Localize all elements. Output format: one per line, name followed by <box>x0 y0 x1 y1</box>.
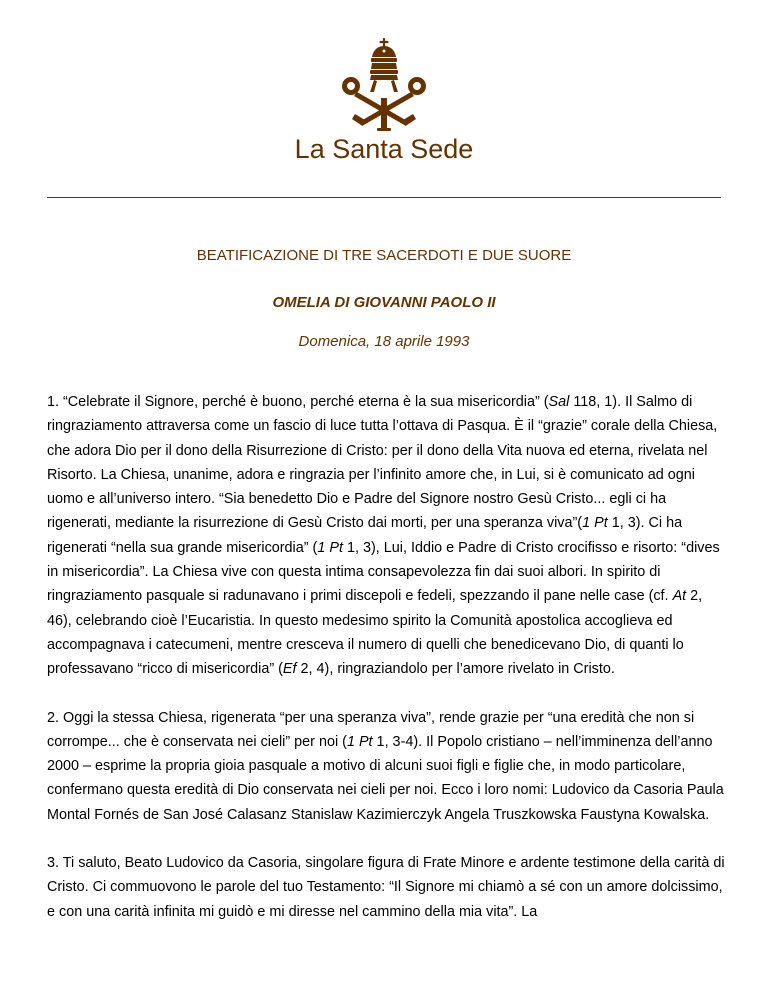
scripture-reference: Sal <box>548 394 570 410</box>
scripture-reference: 1 Pt <box>346 733 373 750</box>
site-title[interactable]: La Santa Sede <box>294 134 474 164</box>
homily-title: OMELIA DI GIOVANNI PAOLO II <box>272 294 496 311</box>
event-title: BEATIFICAZIONE DI TRE SACERDOTI E DUE SUORE <box>196 247 572 264</box>
paragraph-3: 3. Ti saluto, Beato Ludovico da Casoria, singolare figura di Frate Minore e ardente testimone della carità di Cristo. Ci commuovono le parole del tuo Testamento: “Il Signore mi chiamò a sé con un amore dolcissimo, e con una carità infinita mi guidò e mi diresse nel cammino della mia vita”. La <box>47 855 725 920</box>
scripture-reference: 1 Pt <box>582 515 608 532</box>
homily-date: Domenica, 18 aprile 1993 <box>298 333 470 350</box>
scripture-reference: At <box>672 588 687 605</box>
header-divider <box>47 197 721 198</box>
scripture-reference: 1 Pt <box>317 539 343 556</box>
paragraph-1: 1. “Celebrate il Signore, perché è buono, perché eterna è la sua misericordia” (Sal 118, 1). Il Salmo di ringraziamento attraversa come un fascio di luce tutta l’ottava di Pasqua. È il “grazie” corale della Chiesa, che adora Dio per il dono della Risurrezione di Cristo: per il dono della Vita nuova ed eterna, rivelata nel Risorto. La Chiesa, unanime, adora e ringrazia per l’infinito amore che, in Lui, si è comunicato ad ogni uomo e all’universo intero. “Sia benedetto Dio e Padre del Signore nostro Gesù Cristo... egli ci ha rigenerati, mediante la risurrezione di Gesù Cristo dai morti, per una speranza viva”(1 Pt 1, 3). Ci ha rigenerati “nella sua grande misericordia” (1 Pt 1, 3), Lui, Iddio e Padre di Cristo crocifisso e risorto: “dives in misericordia”. La Chiesa vive con questa intima consapevolezza fin dai suoi albori. In spirito di ringraziamento pasquale si radunavano i primi discepoli e fedeli, spezzando il pane nelle case (cf. At 2, 46), celebrando cioè l’Eucaristia. In questo medesimo spirito la Comunità apostolica accoglieva ed accompagnava i catecumeni, mentre cresceva il numero di quelli che benedicevano Dio, di quanti lo professavano “ricco di misericordia” (Ef 2, 4), ringraziandolo per l’amore rivelato in Cristo. <box>47 394 720 678</box>
papal-coat-of-arms-icon <box>337 38 431 134</box>
homily-body <box>47 390 727 948</box>
scripture-reference: Ef <box>282 661 297 678</box>
paragraph-2: 2. Oggi la stessa Chiesa, rigenerata “per una speranza viva”, rende grazie per “una eredità che non si corrompe... che è conservata nei cieli” per noi (1 Pt 1, 3-4). Il Popolo cristiano – nell’imminenza dell’anno 2000 – esprime la propria gioia pasquale a motivo di alcuni suoi figli e figlie che, in modo particolare, confermano questa eredità di Dio conservata nei cieli per noi. Ecco i loro nomi: Ludovico da Casoria Paula Montal Fornés de San José Calasanz Stanislaw Kazimierczyk Angela Truszkowska Faustyna Kowalska. <box>47 709 724 823</box>
